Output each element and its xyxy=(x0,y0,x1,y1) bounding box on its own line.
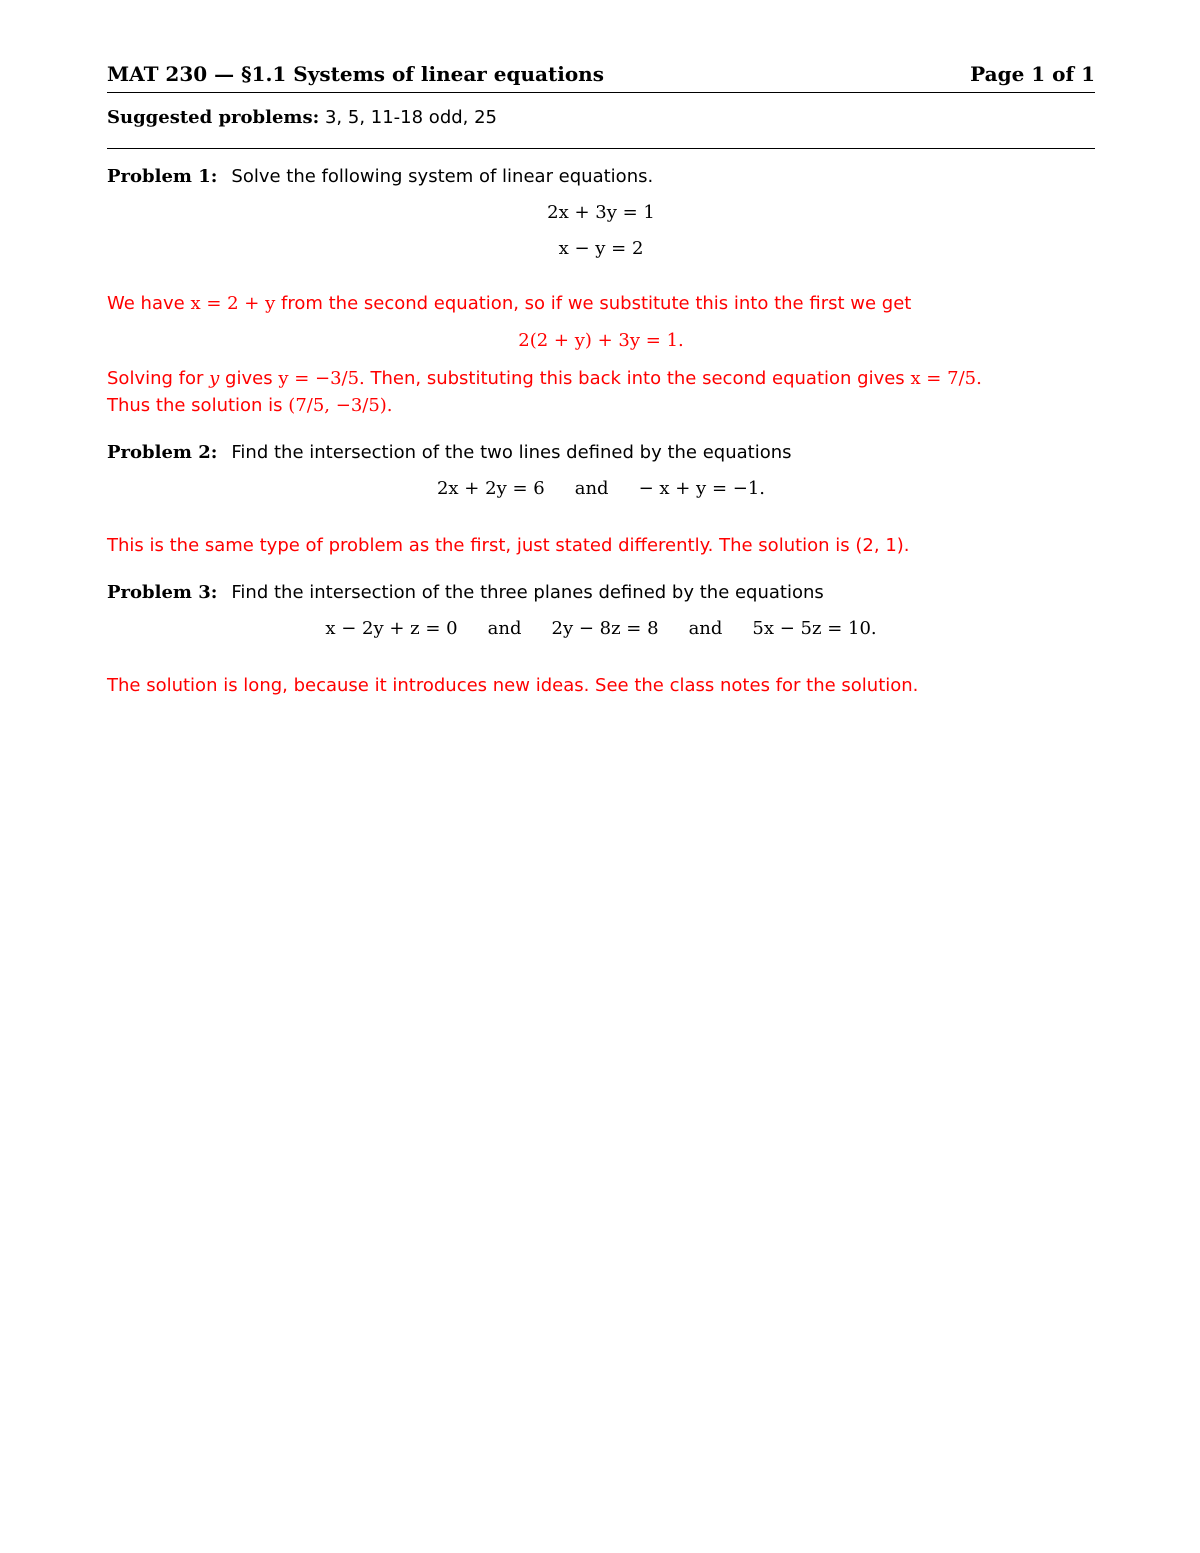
problem-2-text: Find the intersection of the two lines defined by the equations xyxy=(231,442,792,463)
solution-math: y = −3/5. xyxy=(278,368,365,389)
problem-2-equations xyxy=(107,478,1095,499)
equation: 2y − 8z = 8 xyxy=(551,618,659,639)
problem-1-solution-line-3 xyxy=(107,395,393,416)
problem-1-equation-1: 2x + 3y = 1 xyxy=(547,202,655,223)
solution-text: from the second equation, so if we substitute this into the first we get xyxy=(281,293,912,314)
problem-2-solution: This is the same type of problem as the first, just stated differently. The solution is (2, 1). xyxy=(107,535,910,556)
problem-1-substitution: 2(2 + y) + 3y = 1. xyxy=(518,330,684,351)
solution-text: Thus the solution is xyxy=(107,395,283,416)
problem-3-statement xyxy=(107,582,824,603)
equation: x − 2y + z = 0 xyxy=(325,618,458,639)
problem-1-solution-line-1 xyxy=(107,293,911,314)
equation: − x + y = −1. xyxy=(638,478,766,499)
suggested-label: Suggested problems: xyxy=(107,107,320,128)
problem-1-text: Solve the following system of linear equations. xyxy=(231,166,654,187)
problem-3-solution: The solution is long, because it introduces new ideas. See the class notes for the solution. xyxy=(107,675,919,696)
solution-text: gives xyxy=(225,368,273,389)
equation: 5x − 5z = 10. xyxy=(752,618,877,639)
suggested-problems xyxy=(107,107,497,128)
problem-2-label: Problem 2: xyxy=(107,442,218,463)
page-header xyxy=(107,60,1095,93)
problem-1-equation-2: x − y = 2 xyxy=(558,238,644,259)
problem-1-solution-line-2 xyxy=(107,368,982,389)
divider xyxy=(107,148,1095,149)
problem-3-equations xyxy=(107,618,1095,639)
problem-1-label: Problem 1: xyxy=(107,166,218,187)
and-word: and xyxy=(574,478,609,499)
document-title: MAT 230 — §1.1 Systems of linear equations xyxy=(107,62,604,86)
suggested-value: 3, 5, 11-18 odd, 25 xyxy=(324,107,498,128)
problem-2-statement xyxy=(107,442,792,463)
problem-3-text: Find the intersection of the three planes defined by the equations xyxy=(231,582,824,603)
solution-math: (7/5, −3/5). xyxy=(288,395,393,416)
document-page xyxy=(107,0,1095,1553)
problem-1-statement xyxy=(107,166,653,187)
solution-math: x = 2 + y xyxy=(190,293,276,314)
solution-text: Then, substituting this back into the second equation gives xyxy=(370,368,905,389)
solution-math: y xyxy=(209,368,220,389)
page-number: Page 1 of 1 xyxy=(970,62,1095,86)
and-word: and xyxy=(487,618,522,639)
equation: 2x + 2y = 6 xyxy=(436,478,545,499)
and-word: and xyxy=(688,618,723,639)
problem-3-label: Problem 3: xyxy=(107,582,218,603)
solution-text: We have xyxy=(107,293,185,314)
solution-math: x = 7/5. xyxy=(910,368,982,389)
solution-text: Solving for xyxy=(107,368,204,389)
